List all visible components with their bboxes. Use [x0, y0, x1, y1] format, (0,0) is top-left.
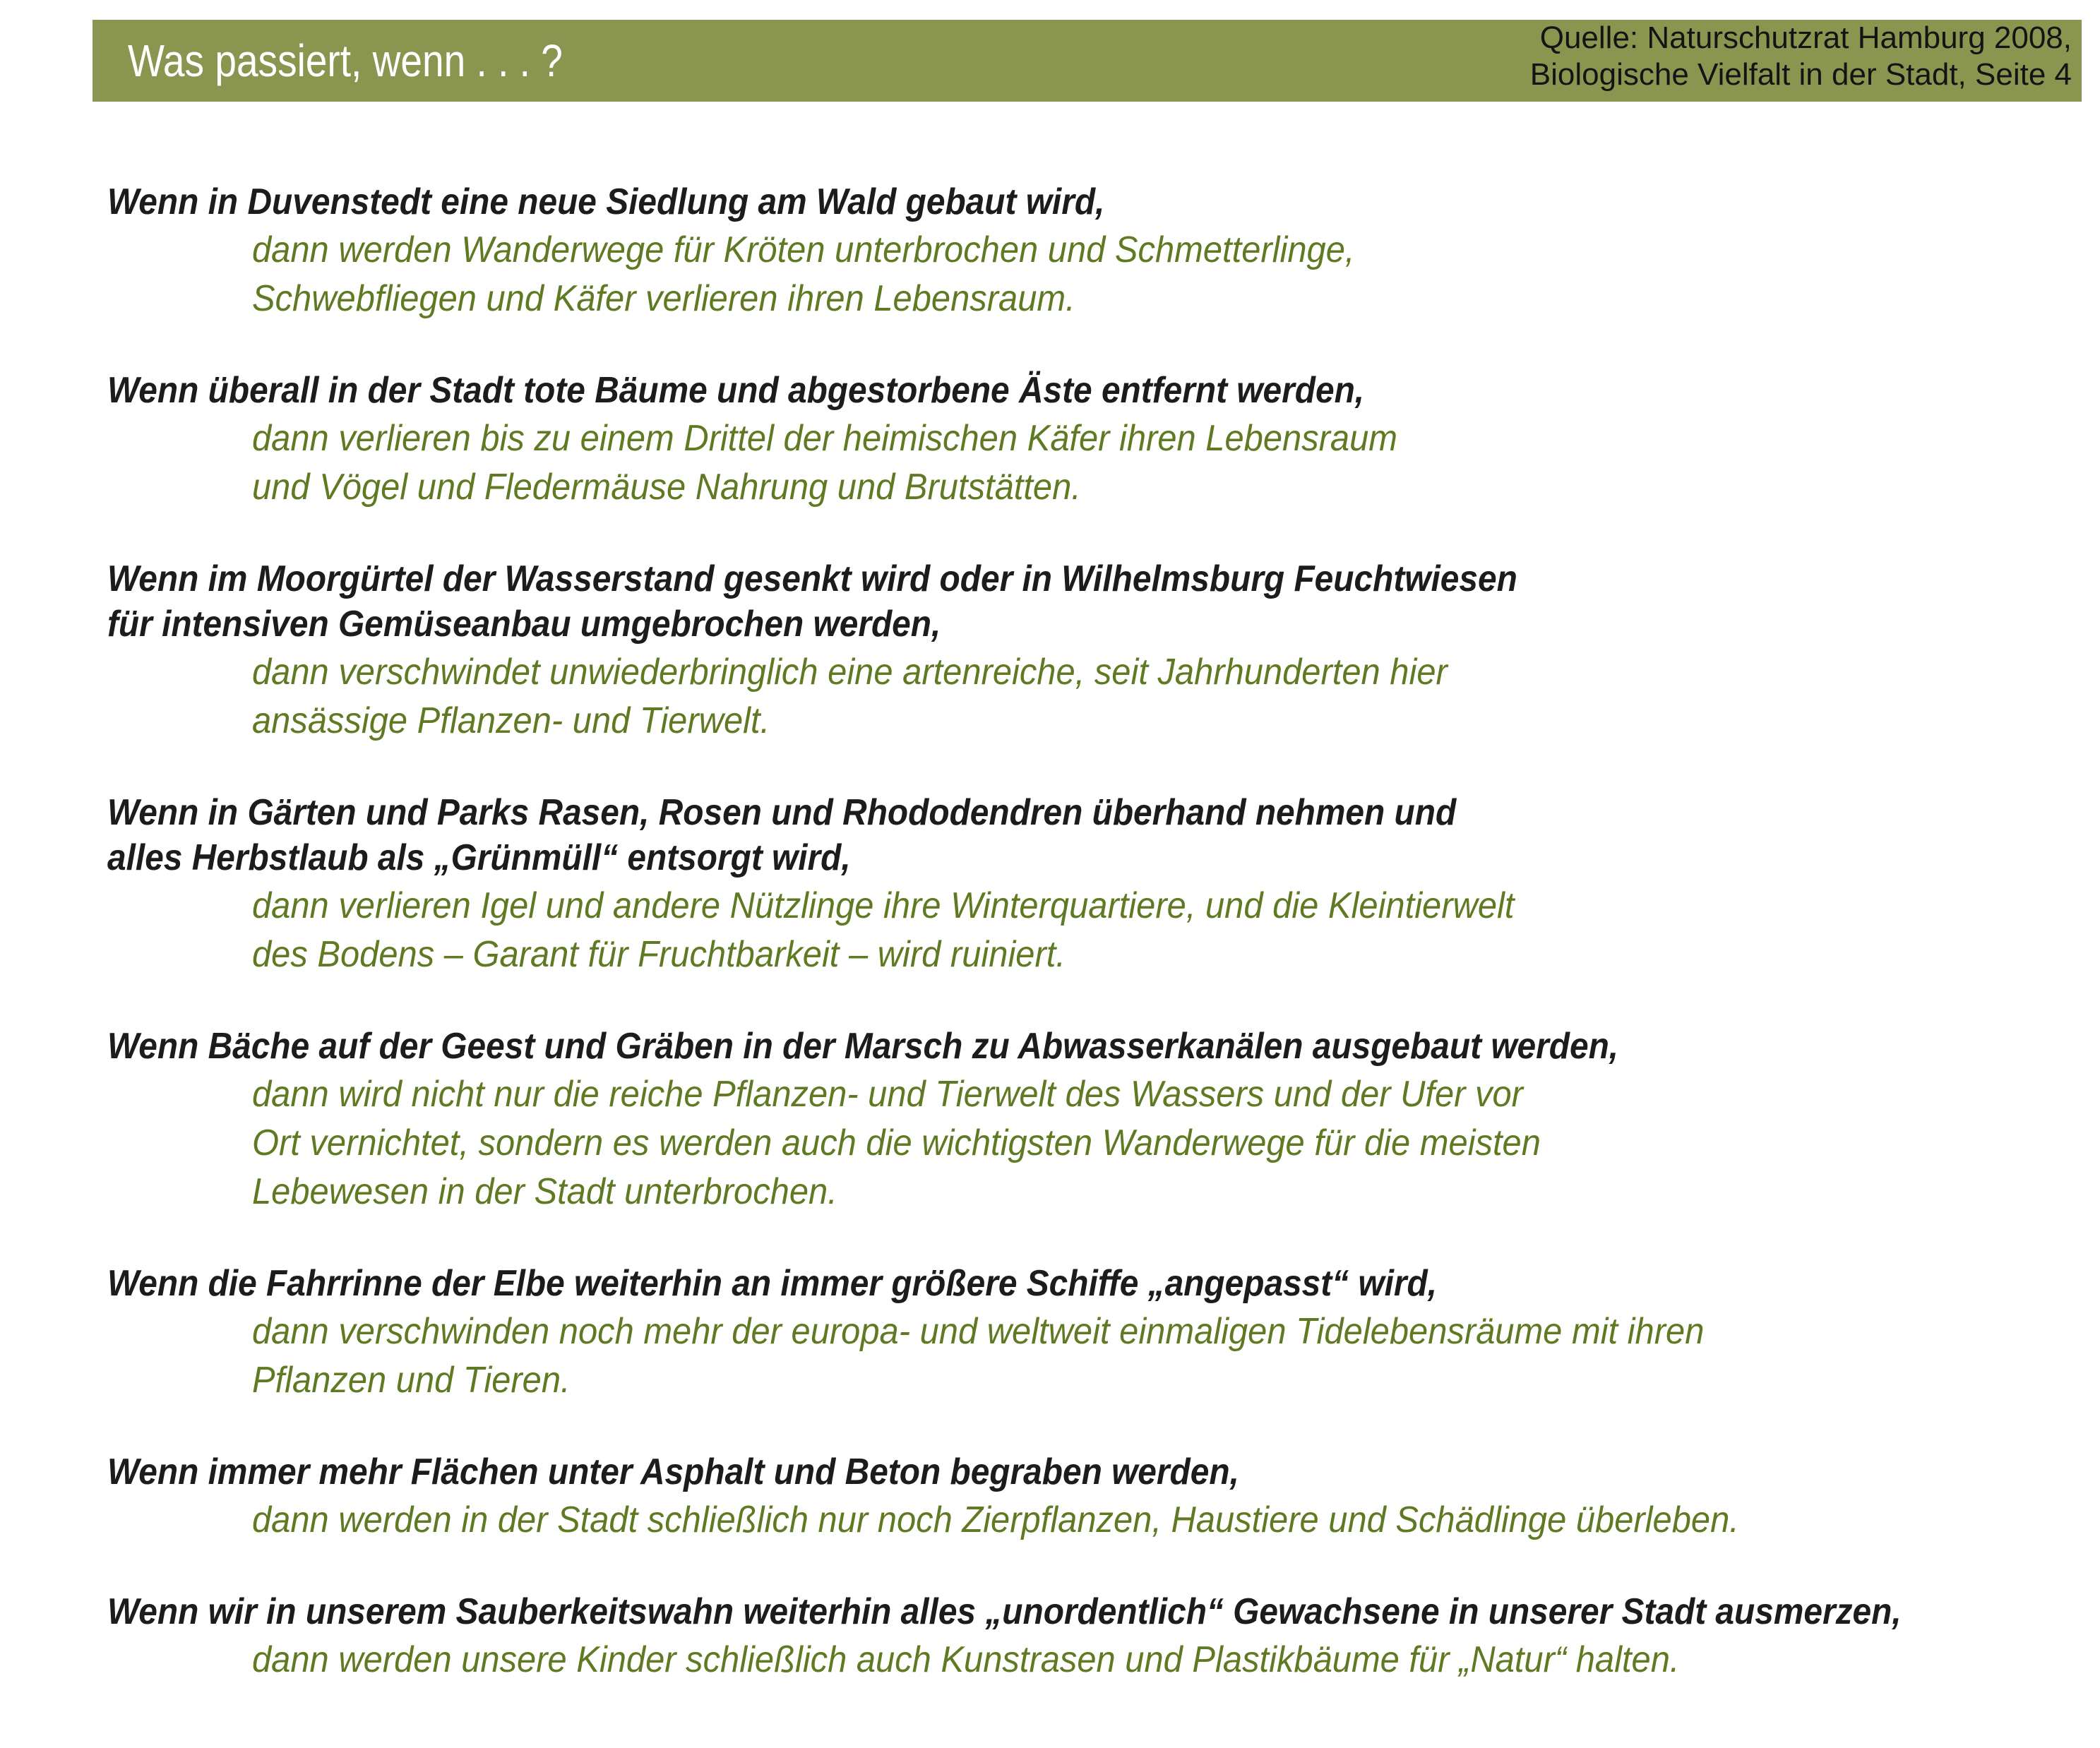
consequence: [107, 648, 2084, 746]
statement-asphalt-beton: [107, 1449, 2084, 1545]
consequence-line: dann werden in der Stadt schließlich nur noch Zierpflanzen, Haustiere und Schädlinge überleben.: [252, 1499, 1739, 1540]
statement-duvenstedt: [107, 179, 2084, 323]
condition: [107, 1589, 2084, 1634]
consequence: [107, 414, 2084, 512]
consequence-line: dann werden Wanderwege für Kröten unterbrochen und Schmetterlinge,: [252, 229, 1355, 270]
condition-line: Wenn immer mehr Flächen unter Asphalt und Beton begraben werden,: [107, 1451, 1239, 1492]
condition-line: Wenn wir in unserem Sauberkeitswahn weiterhin alles „unordentlich“ Gewachsene in unserer Stadt ausmerzen,: [107, 1591, 1902, 1632]
condition-line: Wenn Bäche auf der Geest und Gräben in der Marsch zu Abwasserkanälen ausgebaut werden,: [107, 1026, 1619, 1067]
source-line-2: Biologische Vielfalt in der Stadt, Seite 4: [1529, 57, 2072, 92]
statement-tote-baeume: [107, 368, 2084, 512]
condition-line: für intensiven Gemüseanbau umgebrochen werden,: [107, 604, 941, 645]
consequence-line: dann werden unsere Kinder schließlich auch Kunstrasen und Plastikbäume für „Natur“ halten.: [252, 1639, 1680, 1680]
source-line-1: Quelle: Naturschutzrat Hamburg 2008,: [1539, 20, 2072, 55]
consequence-line: Lebewesen in der Stadt unterbrochen.: [252, 1171, 837, 1212]
consequence: [107, 1496, 2084, 1545]
consequence: [107, 1636, 2084, 1684]
consequence-line: dann wird nicht nur die reiche Pflanzen- und Tierwelt des Wassers und der Ufer vor: [252, 1074, 1523, 1115]
condition: [107, 1261, 2084, 1306]
condition-line: Wenn in Gärten und Parks Rasen, Rosen und Rhododendren überhand nehmen und: [107, 792, 1457, 833]
consequence-line: dann verlieren Igel und andere Nützlinge ihre Winterquartiere, und die Kleintierwelt: [252, 885, 1515, 926]
condition: [107, 790, 2084, 880]
condition-line: alles Herbstlaub als „Grünmüll“ entsorgt wird,: [107, 837, 851, 878]
source-citation: [1530, 20, 2072, 93]
statement-moorguertel: [107, 556, 2084, 746]
page-title: Was passiert, wenn . . . ?: [128, 35, 563, 86]
statement-elbe: [107, 1261, 2084, 1405]
consequence: [107, 882, 2084, 979]
condition: [107, 556, 2084, 647]
statements-list: [107, 179, 2084, 1729]
statement-gaerten-parks: [107, 790, 2084, 979]
header-bar: [93, 20, 2082, 102]
consequence-line: ansässige Pflanzen- und Tierwelt.: [252, 700, 770, 741]
consequence-line: dann verschwindet unwiederbringlich eine artenreiche, seit Jahrhunderten hier: [252, 652, 1448, 693]
condition-line: Wenn überall in der Stadt tote Bäume und abgestorbene Äste entfernt werden,: [107, 370, 1365, 411]
statement-sauberkeitswahn: [107, 1589, 2084, 1684]
consequence: [107, 226, 2084, 323]
condition: [107, 1024, 2084, 1069]
condition: [107, 368, 2084, 413]
condition: [107, 1449, 2084, 1495]
consequence: [107, 1070, 2084, 1216]
consequence-line: dann verschwinden noch mehr der europa- und weltweit einmaligen Tidelebensräume mit ihren: [252, 1311, 1705, 1352]
condition-line: Wenn in Duvenstedt eine neue Siedlung am Wald gebaut wird,: [107, 181, 1105, 222]
consequence-line: dann verlieren bis zu einem Drittel der heimischen Käfer ihren Lebensraum: [252, 418, 1398, 459]
consequence-line: Ort vernichtet, sondern es werden auch die wichtigsten Wanderwege für die meisten: [252, 1123, 1541, 1163]
condition-line: Wenn die Fahrrinne der Elbe weiterhin an immer größere Schiffe „angepasst“ wird,: [107, 1263, 1438, 1304]
condition-line: Wenn im Moorgürtel der Wasserstand gesenkt wird oder in Wilhelmsburg Feuchtwiesen: [107, 558, 1517, 599]
consequence-line: und Vögel und Fledermäuse Nahrung und Brutstätten.: [252, 467, 1081, 508]
consequence-line: Schwebfliegen und Käfer verlieren ihren Lebensraum.: [252, 278, 1075, 319]
statement-baeche-graeben: [107, 1024, 2084, 1216]
condition: [107, 179, 2084, 225]
consequence: [107, 1307, 2084, 1405]
consequence-line: Pflanzen und Tieren.: [252, 1360, 571, 1401]
consequence-line: des Bodens – Garant für Fruchtbarkeit – wird ruiniert.: [252, 934, 1066, 975]
